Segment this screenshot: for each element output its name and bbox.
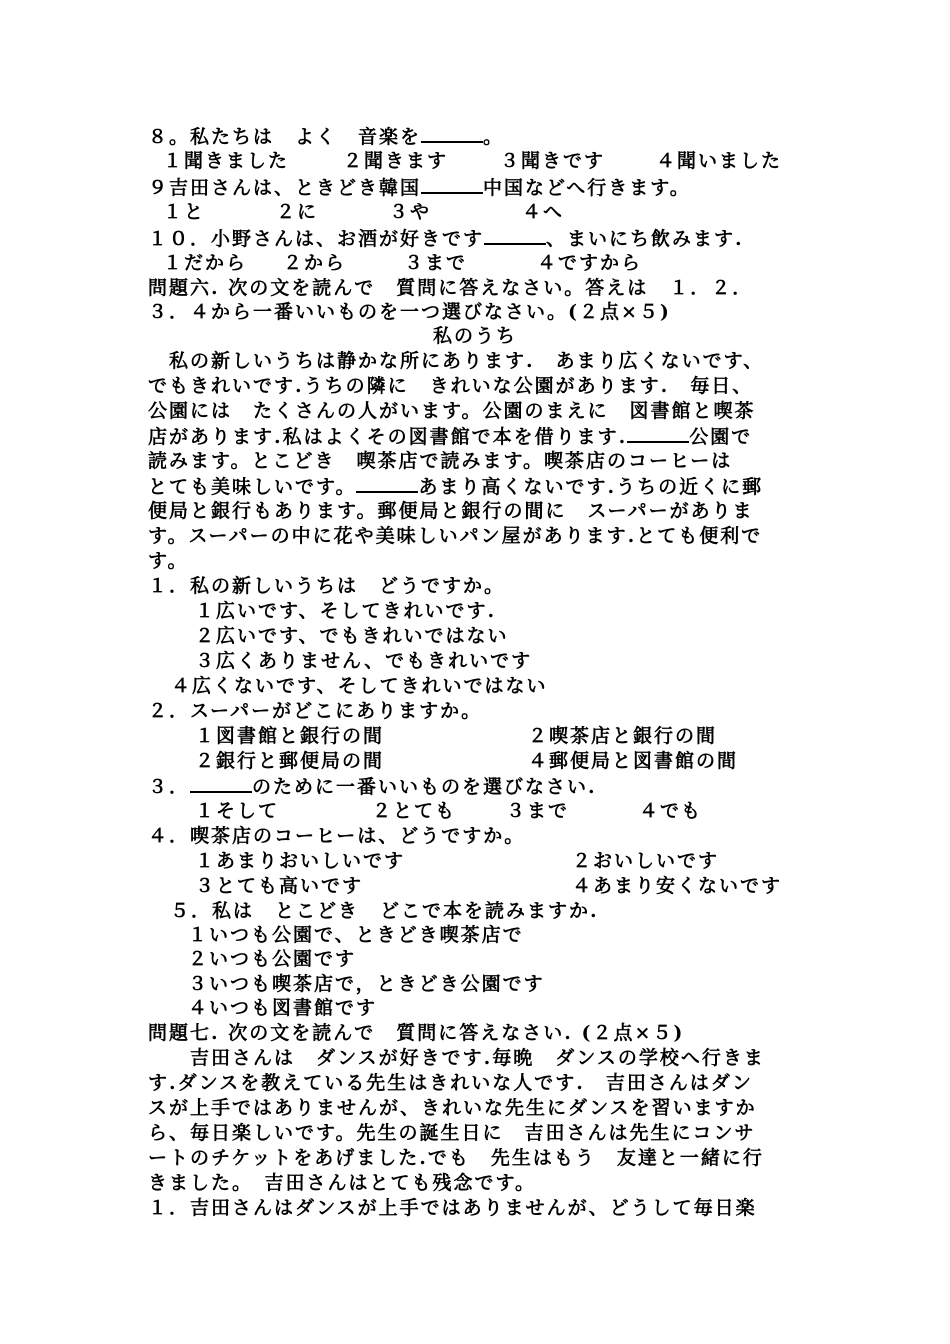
passage-line: でもきれいです.うちの隣に きれいな公園があります. 毎日、 [148, 375, 754, 397]
option: １そして [195, 800, 280, 822]
option: ３まで [404, 252, 468, 274]
passage-line: 吉田さんは ダンスが好きです.毎晩 ダンスの学校へ行きま [148, 1047, 765, 1069]
section-7-heading: 問題七. 次の文を読んで 質問に答えなさい. (２点×５) [148, 1022, 685, 1044]
option: ３広くありません、でもきれいです [195, 650, 533, 672]
option: １いつも公園で、ときどき喫茶店で [188, 924, 524, 946]
passage-line: 私の新しいうちは静かな所にあります. あまり広くないです、 [148, 350, 765, 372]
answer-blank [627, 424, 689, 443]
reading-question-3: ３． のために一番いいものを選びなさい. [148, 776, 597, 798]
question-8-options [0, 149, 950, 174]
question-8 [148, 124, 504, 149]
question-2-options-row-2 [0, 749, 950, 774]
reading-question-1: １．私の新しいうちは どうですか。 [148, 575, 506, 597]
option: ４あまり安くないです [572, 875, 783, 897]
option: １聞きました [163, 150, 290, 172]
option: ４広くないです、そしてきれいではない [171, 675, 548, 697]
question-8-text: ８。私たちは よく 音楽を [148, 126, 422, 148]
option: ２いつも公園です [188, 948, 357, 970]
section-6-heading-cont: ３．４から一番いいものを一つ選びなさい。(２点×５) [148, 301, 671, 323]
passage-line: す。スーパーの中に花や美味しいパン屋があります.とても便利で [148, 525, 763, 547]
question-3-options [0, 799, 950, 824]
reading-question-2: ２．スーパーがどこにありますか。 [148, 700, 483, 722]
passage-line: 読みます。とこどき 喫茶店で読みます。喫茶店のコーヒーは [148, 450, 733, 472]
option: ４ですから [537, 252, 643, 274]
option: １広いです、そしてきれいです. [195, 600, 497, 622]
passage-line: ートのチケットをあげました.でも 先生はもう 友達と一緒に行 [148, 1147, 764, 1169]
option: ４いつも図書館です [188, 997, 378, 1019]
question-10-text-end: 、まいにち飲みます. [546, 228, 744, 250]
question-10-options [0, 251, 950, 276]
option: ２広いです、でもきれいではない [195, 625, 509, 647]
passage-line: 公園には たくさんの人がいます。公園のまえに 図書館と喫茶 [148, 400, 756, 422]
option: ２おいしいです [572, 850, 720, 872]
option: １と [163, 201, 206, 223]
question-9 [148, 175, 691, 200]
question-10-text: １０．小野さんは、お酒が好きです [148, 228, 485, 250]
passage-line: とても美味しいです。 あまり高くないです.うちの近くに郵 [148, 476, 764, 498]
option: ３まで [506, 800, 570, 822]
question-2-options-row-1 [0, 724, 950, 749]
answer-blank [421, 124, 483, 143]
answer-blank [484, 226, 546, 245]
option: ３聞きです [500, 150, 606, 172]
question-4-options-row-2 [0, 874, 950, 899]
question-8-text-end: 。 [483, 126, 505, 148]
option: ２から [283, 252, 347, 274]
question-9-text: ９吉田さんは、ときどき韓国 [148, 177, 422, 199]
option: ２に [276, 201, 319, 223]
option: ２聞きます [343, 150, 449, 172]
reading-question-4: ４．喫茶店のコーヒーは、どうですか。 [148, 825, 526, 847]
passage-line: す.ダンスを教えている先生はきれいな人です. 吉田さんはダン [148, 1072, 754, 1094]
question-10 [148, 226, 744, 251]
passage-line: 便局と銀行もあります。郵便局と銀行の間に スーパーがありま [148, 500, 754, 522]
passage-line: スが上手ではありませんが、きれいな先生にダンスを習いますか [148, 1097, 757, 1119]
question-4-options-row-1 [0, 849, 950, 874]
passage-line: 店があります.私はよくその図書館で本を借ります. 公園で [148, 426, 753, 448]
option: ３とても高いです [195, 875, 364, 897]
option: ４聞いました [656, 150, 783, 172]
answer-blank [356, 474, 418, 493]
passage-title: 私のうち [432, 325, 517, 347]
question-9-text-end: 中国などへ行きます。 [483, 177, 691, 199]
reading-question-5: ５．私は とこどき どこで本を読みますか. [170, 900, 599, 922]
reading-question-7-1: １．吉田さんはダンスが上手ではありませんが、どうして毎日楽 [148, 1197, 757, 1219]
passage-line: きました。 吉田さんはとても残念です。 [148, 1172, 536, 1194]
answer-blank [190, 774, 252, 793]
option: ４郵便局と図書館の間 [528, 750, 739, 772]
answer-blank [421, 175, 483, 194]
option: ３いつも喫茶店で，ときどき公園です [188, 973, 545, 995]
question-9-options [0, 200, 950, 225]
option: ２銀行と郵便局の間 [195, 750, 385, 772]
option: １図書館と銀行の間 [195, 725, 385, 747]
option: ２喫茶店と銀行の間 [528, 725, 718, 747]
option: ４でも [639, 800, 703, 822]
option: ３や [389, 201, 432, 223]
option: ４へ [522, 201, 565, 223]
option: ２とても [372, 800, 457, 822]
section-6-heading: 問題六. 次の文を読んで 質問に答えなさい。答えは １．２． [148, 277, 754, 299]
option: １あまりおいしいです [195, 850, 406, 872]
option: １だから [163, 252, 248, 274]
passage-line: ら、毎日楽しいです。先生の誕生日に 吉田さんは先生にコンサ [148, 1122, 756, 1144]
passage-line: す。 [148, 550, 189, 572]
